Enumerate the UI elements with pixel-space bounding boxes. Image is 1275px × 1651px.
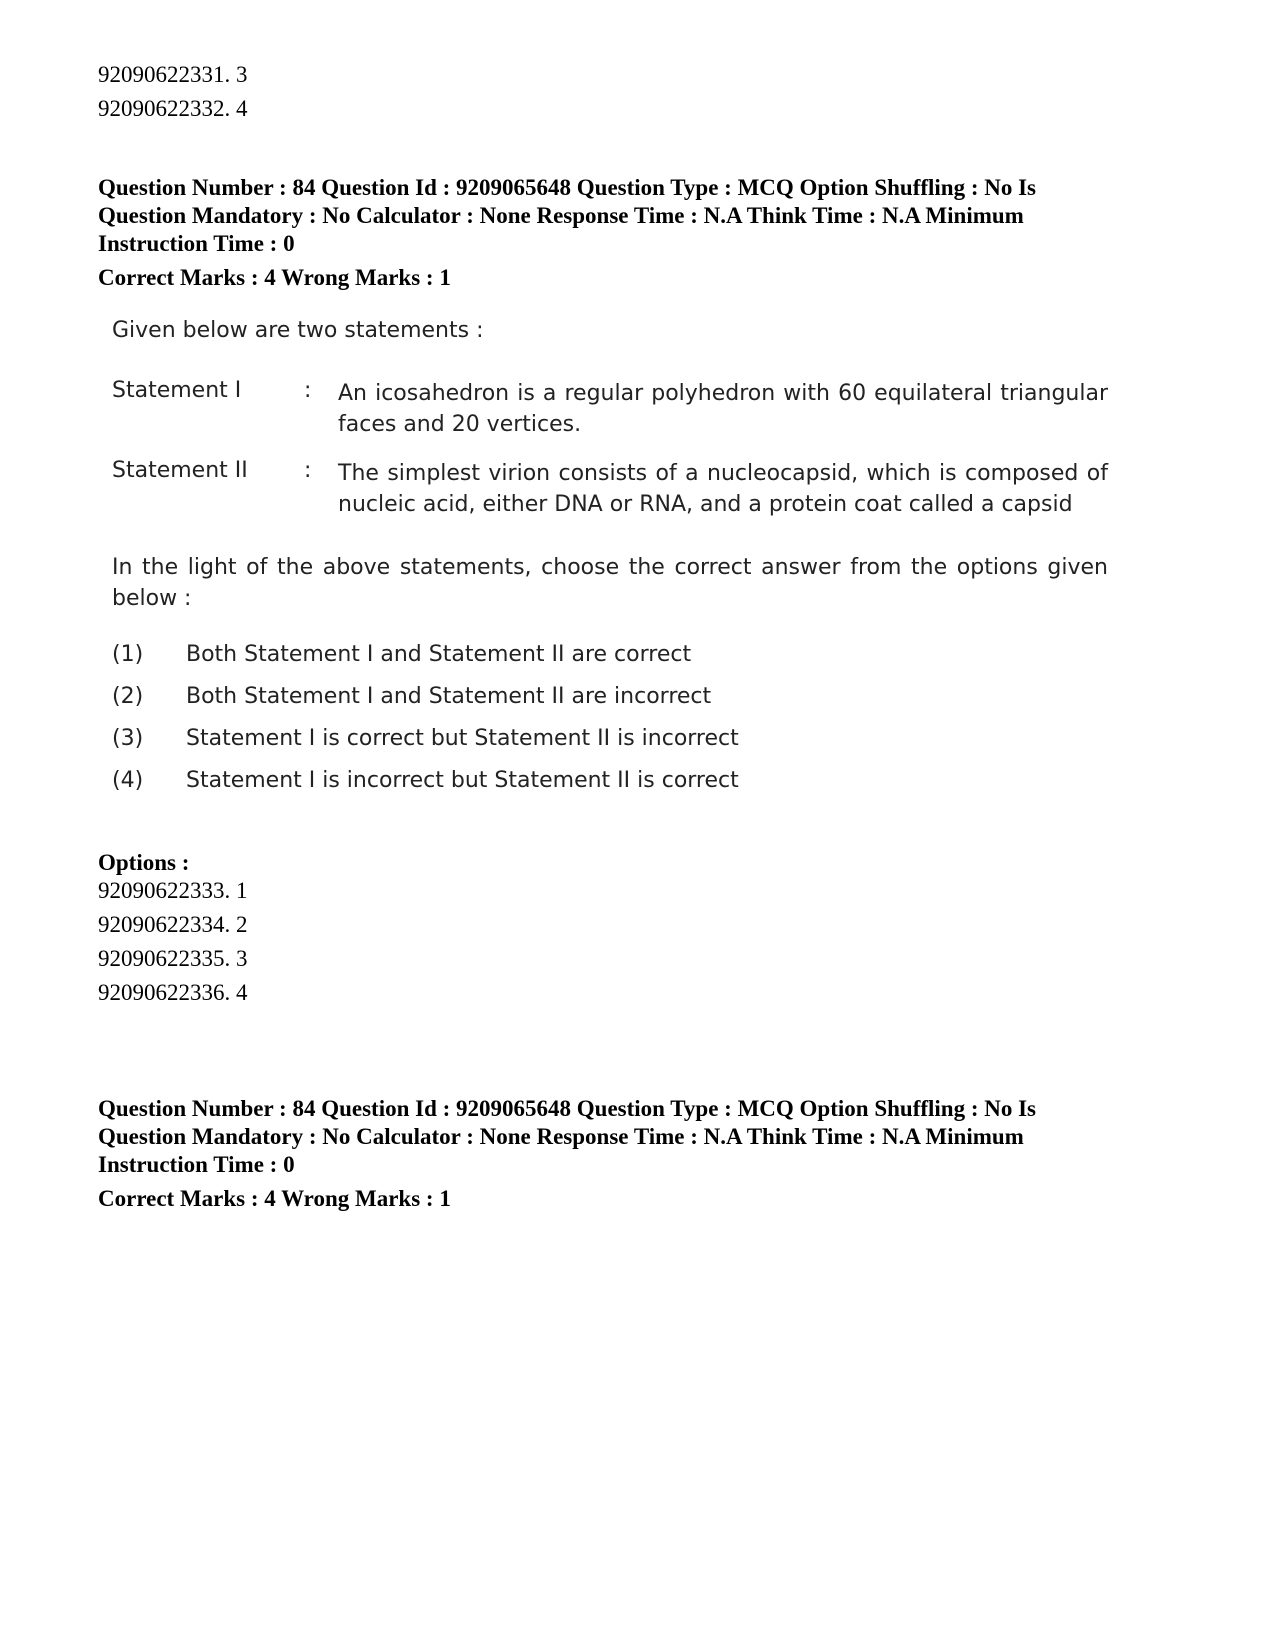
question-meta: Question Number : 84 Question Id : 9209065648 Question Type : MCQ Option Shuffling : No Is Question Mandatory : No Calculator : None Response Time : N.A Think Time : N.A Minimum Instruction Time : 0: [98, 175, 1037, 256]
choice-2-text: Both Statement I and Statement II are incorrect: [186, 684, 712, 709]
option-2: 92090622334. 2: [98, 912, 248, 937]
options-list: [98, 874, 248, 1010]
option-4: 92090622336. 4: [98, 980, 248, 1005]
next-question-marks: Correct Marks : 4 Wrong Marks : 1: [98, 1186, 451, 1211]
options-title: Options :: [98, 850, 190, 875]
question-intro: Given below are two statements :: [112, 318, 484, 343]
choice-4-number: (4): [112, 768, 144, 793]
next-question-meta: Question Number : 84 Question Id : 9209065648 Question Type : MCQ Option Shuffling : No Is Question Mandatory : No Calculator : None Response Time : N.A Think Time : N.A Minimum Instruction Time : 0: [98, 1096, 1037, 1177]
statement-1-colon: :: [304, 378, 312, 403]
choice-1-text: Both Statement I and Statement II are correct: [186, 642, 692, 667]
statement-2-label: Statement II: [112, 458, 248, 483]
option-1: 92090622333. 1: [98, 878, 248, 903]
choice-3-text: Statement I is correct but Statement II is incorrect: [186, 726, 739, 751]
question-header: [98, 174, 1128, 292]
choice-4-text: Statement I is incorrect but Statement II is correct: [186, 768, 739, 793]
statement-1-text: An icosahedron is a regular polyhedron with 60 equilateral triangular faces and 20 vertices.: [338, 381, 1108, 437]
option-3: 92090622335. 3: [98, 946, 248, 971]
previous-option-3: 92090622331. 3: [98, 62, 248, 87]
statement-1-label: Statement I: [112, 378, 242, 403]
question-marks: Correct Marks : 4 Wrong Marks : 1: [98, 265, 451, 290]
statement-2-colon: :: [304, 458, 312, 483]
question-lead: In the light of the above statements, choose the correct answer from the options given below :: [112, 555, 1108, 611]
statement-2-text: The simplest virion consists of a nucleocapsid, which is composed of nucleic acid, either DNA or RNA, and a protein coat called a capsid: [338, 461, 1108, 517]
next-question-header: [98, 1095, 1128, 1213]
previous-option-4: 92090622332. 4: [98, 96, 248, 121]
choice-1-number: (1): [112, 642, 144, 667]
choice-3-number: (3): [112, 726, 144, 751]
choice-2-number: (2): [112, 684, 144, 709]
